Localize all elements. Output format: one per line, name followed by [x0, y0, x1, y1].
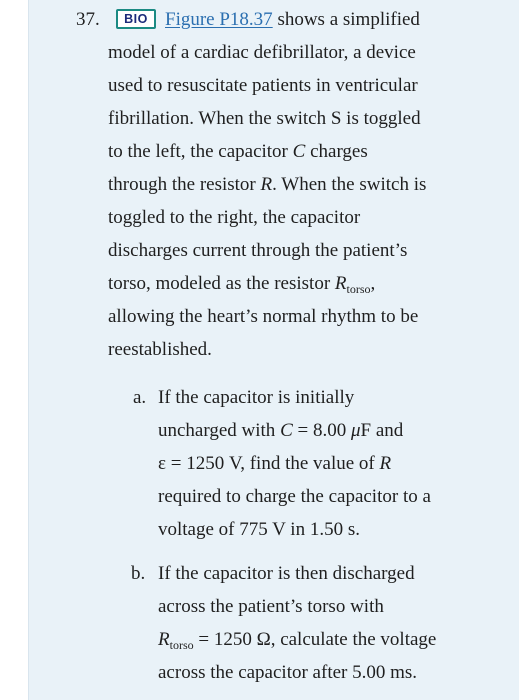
problem-line-5: to the left, the capacitor C charges: [108, 141, 368, 162]
part-b-line-1: If the capacitor is then discharged: [158, 563, 415, 584]
problem-line-1: Figure P18.37 shows a simplified: [165, 9, 420, 30]
problem-line-4: fibrillation. When the switch S is toggled: [108, 108, 421, 129]
problem-line-6: through the resistor R. When the switch is: [108, 174, 427, 195]
problem-line-9: torso, modeled as the resistor $R_{torso}$,: [108, 273, 376, 296]
emf-symbol: ε: [158, 453, 166, 474]
problem-line-2: model of a cardiac defibrillator, a device: [108, 42, 416, 63]
part-a-line-3: ε = 1250 V, find the value of R: [158, 453, 392, 474]
part-b-line-3: $R_{torso} = 1250$ Ω, calculate the voltage: [158, 629, 437, 652]
resistor-symbol: R: [260, 174, 273, 195]
part-a-line-2: uncharged with C = 8.00 μF and: [158, 420, 404, 441]
part-a-line-1: If the capacitor is initially: [158, 387, 355, 408]
part-a-line-5: voltage of 775 V in 1.50 s.: [158, 519, 360, 540]
problem-line-7: toggled to the right, the capacitor: [108, 207, 361, 228]
part-b-marker: b.: [131, 563, 146, 584]
part-a-marker: a.: [133, 387, 147, 408]
part-a-line-4: required to charge the capacitor to a: [158, 486, 431, 507]
problem-line-8: discharges current through the patient’s: [108, 240, 408, 261]
part-b-line-4: across the capacitor after 5.00 ms.: [158, 662, 418, 683]
capacitor-symbol: C: [292, 141, 306, 162]
problem-line-10: allowing the heart’s normal rhythm to be: [108, 306, 419, 327]
problem-line-11: reestablished.: [108, 339, 212, 360]
problem-number: 37.: [76, 9, 100, 30]
torso-resistor-symbol: R: [334, 273, 347, 294]
bio-badge: BIO: [116, 9, 156, 29]
figure-link[interactable]: Figure P18.37: [165, 9, 273, 30]
part-b-line-2: across the patient’s torso with: [158, 596, 384, 617]
problem-line-3: used to resuscitate patients in ventricular: [108, 75, 418, 96]
